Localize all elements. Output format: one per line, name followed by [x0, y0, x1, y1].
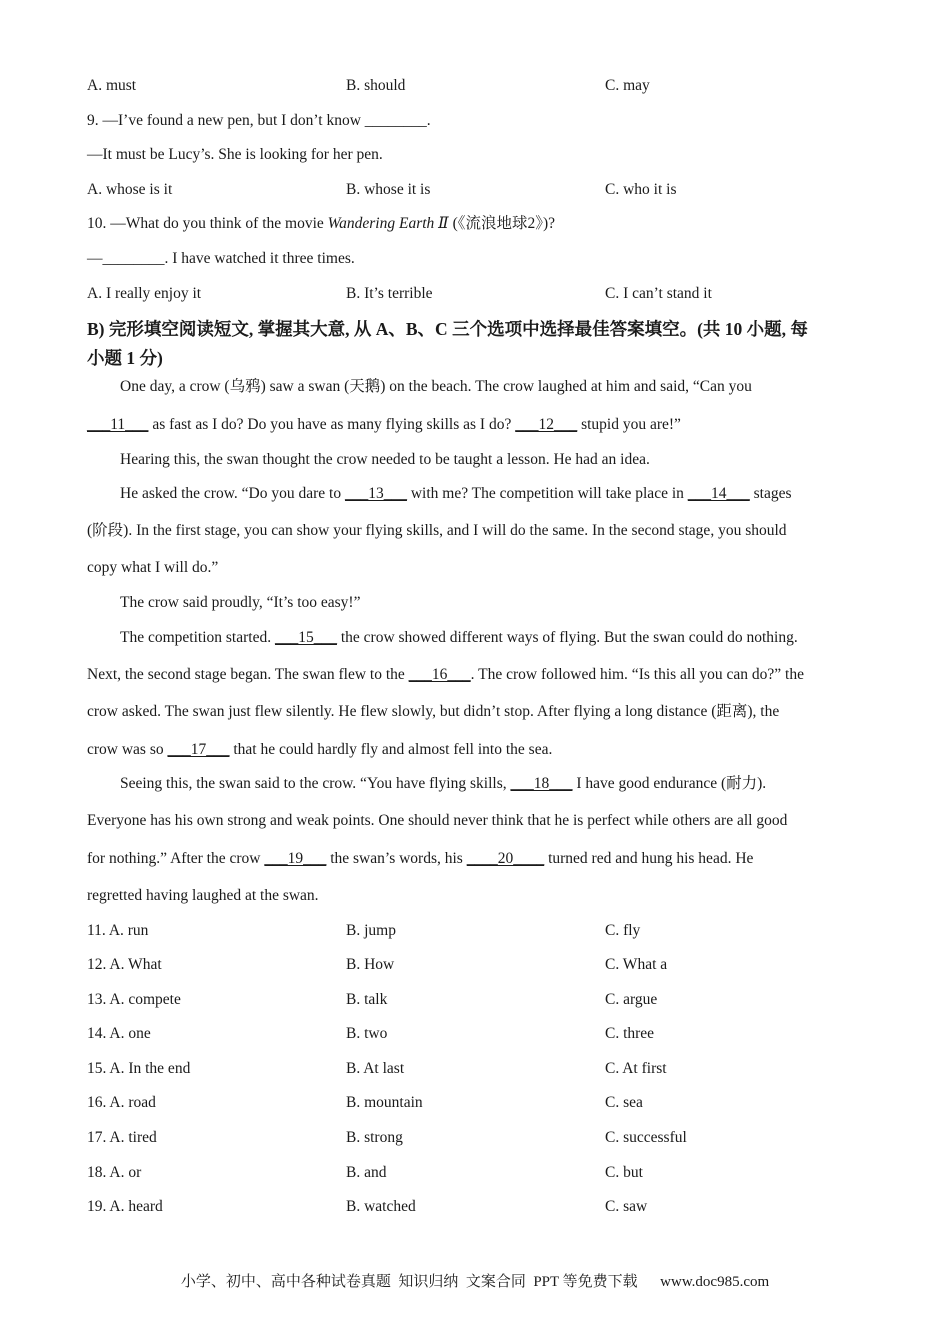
- passage-p6-line1: [120, 774, 766, 794]
- answer-11-c: C. fly: [605, 922, 641, 939]
- answer-17-c: C. successful: [605, 1129, 687, 1146]
- passage-text: Seeing this, the swan said to the crow. “You have flying skills,: [120, 775, 511, 792]
- passage-text: the crow showed different ways of flying. But the swan could do nothing.: [336, 629, 798, 646]
- passage-text: as fast as I do? Do you have as many flying skills as I do?: [148, 416, 516, 433]
- passage-text: stages: [749, 485, 792, 502]
- answer-16-b: B. mountain: [346, 1094, 423, 1111]
- section-b-heading-line2: 小题 1 分): [87, 348, 163, 368]
- answer-18-c: C. but: [605, 1164, 643, 1181]
- answer-19-b: B. watched: [346, 1198, 416, 1215]
- q9-response: —It must be Lucy’s. She is looking for her pen.: [87, 146, 383, 163]
- passage-p3-line2: (阶段). In the first stage, you can show your flying skills, and I will do the same. In the second stage, you should: [87, 522, 787, 539]
- passage-text: crow was so: [87, 741, 168, 758]
- passage-p6-line4: regretted having laughed at the swan.: [87, 887, 319, 904]
- passage-p4: The crow said proudly, “It’s too easy!”: [120, 594, 361, 611]
- passage-text: I have good endurance (耐力).: [572, 775, 767, 792]
- blank-16: ___16___: [408, 666, 471, 683]
- passage-p2: Hearing this, the swan thought the crow needed to be taught a lesson. He had an idea.: [120, 451, 650, 468]
- answer-13-a: 13. A. compete: [87, 991, 181, 1008]
- blank-11: ___11___: [87, 416, 149, 433]
- q9-option-c: C. who it is: [605, 181, 677, 198]
- answer-17-a: 17. A. tired: [87, 1129, 157, 1146]
- blank-13: ___13___: [344, 485, 407, 502]
- passage-p5-line3: crow asked. The swan just flew silently. He flew slowly, but didn’t stop. After flying a long distance (距离), the: [87, 703, 780, 720]
- blank-15: ___15___: [274, 629, 337, 646]
- q10-movie-title: Wandering Earth Ⅱ: [327, 215, 449, 232]
- answer-19-c: C. saw: [605, 1198, 648, 1215]
- answer-15-c: C. At first: [605, 1060, 667, 1077]
- passage-p3-line3: copy what I will do.”: [87, 559, 219, 576]
- answer-12-a: 12. A. What: [87, 956, 162, 973]
- answer-14-c: C. three: [605, 1025, 655, 1042]
- q10-option-c: C. I can’t stand it: [605, 285, 712, 302]
- q10-question: [87, 214, 555, 234]
- answer-19-a: 19. A. heard: [87, 1198, 163, 1215]
- passage-p6-line3: [87, 849, 753, 869]
- passage-text: Next, the second stage began. The swan flew to the: [87, 666, 409, 683]
- answer-11-b: B. jump: [346, 922, 396, 939]
- blank-19: ___19___: [264, 850, 327, 867]
- blank-17: ___17___: [167, 741, 230, 758]
- page-footer: 小学、初中、高中各种试卷真题 知识归纳 文案合同 PPT 等免费下载 www.doc985.com: [180, 1274, 770, 1290]
- q8-option-b: B. should: [346, 77, 406, 94]
- q10-response: —________. I have watched it three times.: [87, 250, 355, 267]
- passage-p5-line1: [120, 628, 798, 648]
- passage-p1-line2: [87, 415, 681, 435]
- blank-20: ____20____: [466, 850, 545, 867]
- answer-12-c: C. What a: [605, 956, 668, 973]
- passage-text: with me? The competition will take place in: [406, 485, 688, 502]
- answer-14-a: 14. A. one: [87, 1025, 151, 1042]
- passage-text: turned red and hung his head. He: [544, 850, 754, 867]
- answer-14-b: B. two: [346, 1025, 388, 1042]
- passage-text: that he could hardly fly and almost fell into the sea.: [229, 741, 553, 758]
- q10-option-a: A. I really enjoy it: [87, 285, 202, 302]
- passage-p5-line4: [87, 740, 552, 760]
- q9-question: 9. —I’ve found a new pen, but I don’t know ________.: [87, 112, 431, 129]
- answer-13-c: C. argue: [605, 991, 658, 1008]
- passage-p1-line1: One day, a crow (乌鸦) saw a swan (天鹅) on the beach. The crow laughed at him and said, “Can you: [120, 378, 752, 395]
- blank-14: ___14___: [687, 485, 750, 502]
- q10-suffix: (《流浪地球2》)?: [448, 215, 556, 232]
- answer-16-c: C. sea: [605, 1094, 643, 1111]
- passage-text: stupid you are!”: [577, 416, 681, 433]
- answer-18-a: 18. A. or: [87, 1164, 142, 1181]
- blank-18: ___18___: [510, 775, 573, 792]
- q9-option-a: A. whose is it: [87, 181, 173, 198]
- answer-18-b: B. and: [346, 1164, 387, 1181]
- answer-17-b: B. strong: [346, 1129, 403, 1146]
- passage-text: the swan’s words, his: [326, 850, 467, 867]
- passage-p6-line2: Everyone has his own strong and weak points. One should never think that he is perfect while others are all good: [87, 812, 788, 829]
- q8-option-c: C. may: [605, 77, 650, 94]
- passage-text: He asked the crow. “Do you dare to: [120, 485, 345, 502]
- q10-option-b: B. It’s terrible: [346, 285, 433, 302]
- answer-16-a: 16. A. road: [87, 1094, 156, 1111]
- passage-text: . The crow followed him. “Is this all you can do?” the: [470, 666, 804, 683]
- blank-12: ___12___: [515, 416, 578, 433]
- q9-option-b: B. whose it is: [346, 181, 431, 198]
- passage-p5-line2: [87, 665, 804, 685]
- answer-15-a: 15. A. In the end: [87, 1060, 191, 1077]
- passage-text: for nothing.” After the crow: [87, 850, 265, 867]
- passage-text: The competition started.: [120, 629, 275, 646]
- answer-15-b: B. At last: [346, 1060, 405, 1077]
- answer-12-b: B. How: [346, 956, 395, 973]
- answer-13-b: B. talk: [346, 991, 388, 1008]
- passage-p3-line1: [120, 484, 792, 504]
- q10-prefix: 10. —What do you think of the movie: [87, 215, 328, 232]
- q8-option-a: A. must: [87, 77, 137, 94]
- answer-11-a: 11. A. run: [87, 922, 149, 939]
- section-b-heading-line1: B) 完形填空阅读短文, 掌握其大意, 从 A、B、C 三个选项中选择最佳答案填空。(共 10 小题, 每: [87, 319, 808, 339]
